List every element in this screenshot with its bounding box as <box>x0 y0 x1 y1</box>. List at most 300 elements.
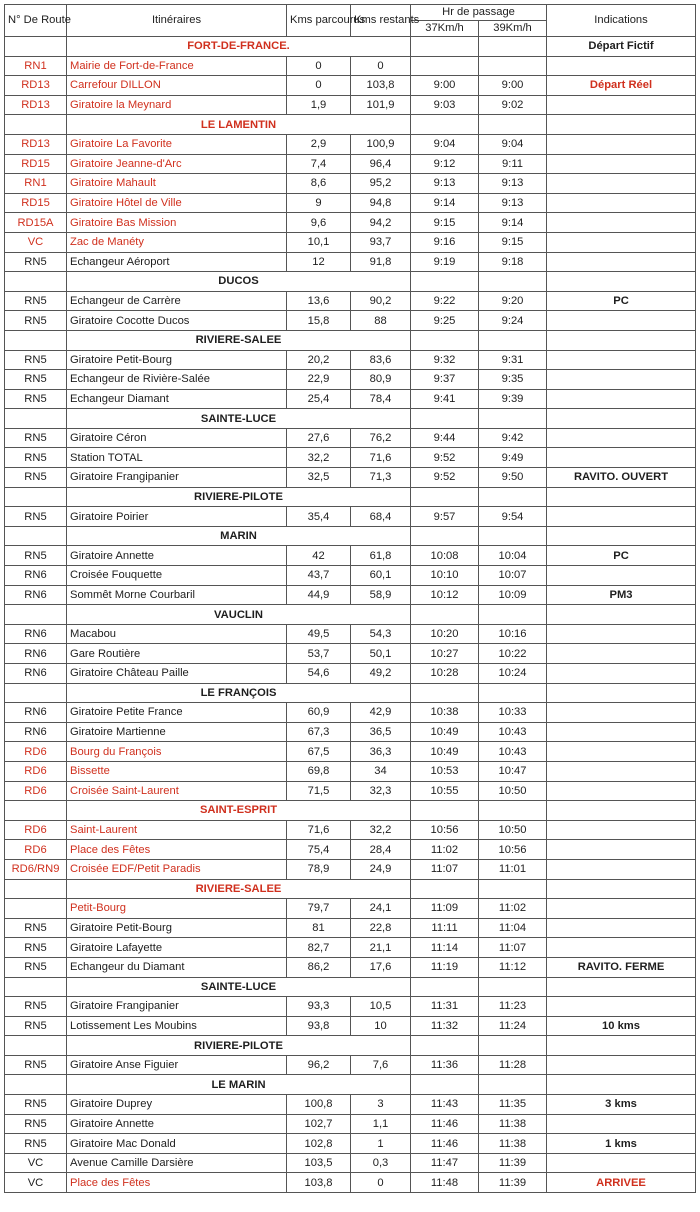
indication-cell <box>547 428 696 448</box>
itinerary-cell: Croisée Fouquette <box>67 566 287 586</box>
time-39-cell: 11:28 <box>479 1055 547 1075</box>
kms-left-cell: 94,8 <box>351 193 411 213</box>
itinerary-cell: Giratoire Bas Mission <box>67 213 287 233</box>
kms-left-cell: 34 <box>351 761 411 781</box>
kms-done-cell: 82,7 <box>287 938 351 958</box>
time-37-cell: 9:52 <box>411 468 479 488</box>
time-37-cell <box>411 487 479 507</box>
kms-done-cell: 93,8 <box>287 1016 351 1036</box>
time-37-cell <box>411 1036 479 1056</box>
indication-cell: ARRIVEE <box>547 1173 696 1193</box>
time-39-cell: 10:43 <box>479 722 547 742</box>
table-row <box>5 232 696 252</box>
table-row <box>5 820 696 840</box>
kms-left-cell: 68,4 <box>351 507 411 527</box>
kms-done-cell: 102,7 <box>287 1114 351 1134</box>
table-row <box>5 644 696 664</box>
indication-cell <box>547 899 696 919</box>
indication-cell <box>547 664 696 684</box>
town-name: SAINTE-LUCE <box>67 409 411 429</box>
time-39-cell <box>479 683 547 703</box>
time-39-cell <box>479 56 547 76</box>
time-39-cell: 9:54 <box>479 507 547 527</box>
indication-cell <box>547 507 696 527</box>
itinerary-cell: Bissette <box>67 761 287 781</box>
kms-left-cell: 61,8 <box>351 546 411 566</box>
itinerary-cell: Zac de Manéty <box>67 232 287 252</box>
itinerary-cell: Place des Fêtes <box>67 1173 287 1193</box>
kms-left-cell: 94,2 <box>351 213 411 233</box>
table-row <box>5 448 696 468</box>
time-37-cell: 11:09 <box>411 899 479 919</box>
town-row <box>5 683 696 703</box>
table-row <box>5 1114 696 1134</box>
kms-done-cell: 27,6 <box>287 428 351 448</box>
table-row <box>5 174 696 194</box>
table-row <box>5 957 696 977</box>
time-39-cell: 9:15 <box>479 232 547 252</box>
time-39-cell: 11:04 <box>479 918 547 938</box>
town-row <box>5 977 696 997</box>
town-row <box>5 1036 696 1056</box>
time-37-cell: 10:49 <box>411 722 479 742</box>
route-cell <box>5 605 67 625</box>
town-name: LE MARIN <box>67 1075 411 1095</box>
kms-done-cell: 71,6 <box>287 820 351 840</box>
table-row <box>5 1134 696 1154</box>
kms-done-cell: 54,6 <box>287 664 351 684</box>
time-37-cell: 11:36 <box>411 1055 479 1075</box>
kms-left-cell: 36,5 <box>351 722 411 742</box>
table-row <box>5 76 696 96</box>
table-row <box>5 840 696 860</box>
kms-done-cell: 32,2 <box>287 448 351 468</box>
route-cell: RN6 <box>5 664 67 684</box>
itinerary-cell: Giratoire La Favorite <box>67 134 287 154</box>
kms-done-cell: 49,5 <box>287 624 351 644</box>
kms-done-cell: 0 <box>287 56 351 76</box>
town-row <box>5 272 696 292</box>
table-row <box>5 997 696 1017</box>
time-37-cell: 10:56 <box>411 820 479 840</box>
kms-left-cell: 0 <box>351 56 411 76</box>
indication-cell <box>547 95 696 115</box>
time-37-cell: 9:32 <box>411 350 479 370</box>
indication-cell <box>547 566 696 586</box>
route-cell <box>5 272 67 292</box>
itinerary-cell: Petit-Bourg <box>67 899 287 919</box>
route-cell: RD6 <box>5 742 67 762</box>
time-39-cell: 10:04 <box>479 546 547 566</box>
table-row <box>5 1055 696 1075</box>
kms-left-cell: 28,4 <box>351 840 411 860</box>
time-37-cell: 11:46 <box>411 1134 479 1154</box>
time-39-cell <box>479 1075 547 1095</box>
indication-cell <box>547 115 696 135</box>
itinerary-table <box>4 4 696 1193</box>
kms-done-cell: 1,9 <box>287 95 351 115</box>
time-37-cell: 10:20 <box>411 624 479 644</box>
indication-cell: Départ Fictif <box>547 37 696 57</box>
route-cell <box>5 683 67 703</box>
route-cell: RN5 <box>5 1114 67 1134</box>
itinerary-cell: Giratoire Frangipanier <box>67 468 287 488</box>
time-39-cell: 10:50 <box>479 781 547 801</box>
time-37-cell: 9:19 <box>411 252 479 272</box>
route-cell: RN6 <box>5 624 67 644</box>
itinerary-cell: Croisée EDF/Petit Paradis <box>67 859 287 879</box>
indication-cell <box>547 761 696 781</box>
itinerary-cell: Echangeur de Rivière-Salée <box>67 370 287 390</box>
indication-cell <box>547 1055 696 1075</box>
table-row <box>5 213 696 233</box>
table-row <box>5 56 696 76</box>
kms-left-cell: 103,8 <box>351 76 411 96</box>
kms-left-cell: 54,3 <box>351 624 411 644</box>
kms-done-cell: 7,4 <box>287 154 351 174</box>
table-row <box>5 311 696 331</box>
itinerary-cell: Avenue Camille Darsière <box>67 1153 287 1173</box>
route-cell: RD13 <box>5 95 67 115</box>
indication-cell: 3 kms <box>547 1095 696 1115</box>
time-39-cell <box>479 115 547 135</box>
time-37-cell: 11:43 <box>411 1095 479 1115</box>
indication-cell: 1 kms <box>547 1134 696 1154</box>
table-row <box>5 585 696 605</box>
time-37-cell <box>411 683 479 703</box>
town-name: LE LAMENTIN <box>67 115 411 135</box>
kms-left-cell: 88 <box>351 311 411 331</box>
route-cell <box>5 899 67 919</box>
kms-done-header: Kms parcourus <box>287 5 351 37</box>
kms-left-cell: 10 <box>351 1016 411 1036</box>
indication-cell <box>547 1036 696 1056</box>
route-cell: RN5 <box>5 252 67 272</box>
indication-cell: PM3 <box>547 585 696 605</box>
town-name: LE FRANÇOIS <box>67 683 411 703</box>
time-37-cell: 9:25 <box>411 311 479 331</box>
route-cell: RN5 <box>5 428 67 448</box>
time-39-cell: 11:24 <box>479 1016 547 1036</box>
route-cell: RD6/RN9 <box>5 859 67 879</box>
indication-cell <box>547 213 696 233</box>
time-39-cell: 9:14 <box>479 213 547 233</box>
time-39-cell <box>479 409 547 429</box>
route-cell <box>5 115 67 135</box>
itinerary-cell: Lotissement Les Moubins <box>67 1016 287 1036</box>
kms-left-cell: 17,6 <box>351 957 411 977</box>
kms-left-cell: 0,3 <box>351 1153 411 1173</box>
indication-cell: RAVITO. OUVERT <box>547 468 696 488</box>
route-cell: RN5 <box>5 938 67 958</box>
kms-done-cell: 79,7 <box>287 899 351 919</box>
time-37-cell <box>411 1075 479 1095</box>
itinerary-cell: Giratoire Anse Figuier <box>67 1055 287 1075</box>
table-row <box>5 546 696 566</box>
route-cell <box>5 526 67 546</box>
town-name: RIVIERE-SALEE <box>67 330 411 350</box>
kms-done-cell: 100,8 <box>287 1095 351 1115</box>
time-37-cell: 9:22 <box>411 291 479 311</box>
indication-cell <box>547 1153 696 1173</box>
table-row <box>5 468 696 488</box>
route-cell: RD13 <box>5 76 67 96</box>
kms-done-cell: 67,3 <box>287 722 351 742</box>
itinerary-cell: Giratoire Frangipanier <box>67 997 287 1017</box>
time-37-cell: 9:57 <box>411 507 479 527</box>
indication-cell <box>547 350 696 370</box>
indication-cell <box>547 840 696 860</box>
itinerary-cell: Giratoire Château Paille <box>67 664 287 684</box>
town-name: RIVIERE-SALEE <box>67 879 411 899</box>
kms-left-cell: 91,8 <box>351 252 411 272</box>
time-39-cell: 9:00 <box>479 76 547 96</box>
time-37-cell: 10:53 <box>411 761 479 781</box>
route-cell: RN5 <box>5 1134 67 1154</box>
kms-left-cell: 42,9 <box>351 703 411 723</box>
indication-cell <box>547 370 696 390</box>
time-37-cell: 11:31 <box>411 997 479 1017</box>
itinerary-cell: Giratoire Petit-Bourg <box>67 350 287 370</box>
time-37-cell <box>411 977 479 997</box>
table-row <box>5 350 696 370</box>
route-schedule <box>4 4 695 1208</box>
kms-done-cell: 35,4 <box>287 507 351 527</box>
route-cell: VC <box>5 232 67 252</box>
indication-cell <box>547 272 696 292</box>
town-name: DUCOS <box>67 272 411 292</box>
kms-done-cell: 71,5 <box>287 781 351 801</box>
route-cell: RD15A <box>5 213 67 233</box>
time-39-cell: 11:02 <box>479 899 547 919</box>
kms-left-cell: 95,2 <box>351 174 411 194</box>
kms-done-cell: 12 <box>287 252 351 272</box>
time-39-cell <box>479 37 547 57</box>
kms-done-cell: 102,8 <box>287 1134 351 1154</box>
kms-left-cell: 24,9 <box>351 859 411 879</box>
time-37-cell <box>411 526 479 546</box>
time-39-cell: 10:16 <box>479 624 547 644</box>
kms-done-cell: 67,5 <box>287 742 351 762</box>
route-cell: RN5 <box>5 1016 67 1036</box>
route-cell <box>5 330 67 350</box>
town-row <box>5 526 696 546</box>
town-row <box>5 1075 696 1095</box>
itineraries-header: Itinéraires <box>67 5 287 37</box>
town-row <box>5 879 696 899</box>
table-header <box>5 5 696 37</box>
route-cell: RN5 <box>5 1055 67 1075</box>
itinerary-cell: Gare Routière <box>67 644 287 664</box>
kms-left-cell: 58,9 <box>351 585 411 605</box>
route-cell <box>5 409 67 429</box>
time-39-cell <box>479 879 547 899</box>
kms-left-cell: 71,3 <box>351 468 411 488</box>
route-cell: RD6 <box>5 820 67 840</box>
itinerary-cell: Station TOTAL <box>67 448 287 468</box>
table-row <box>5 95 696 115</box>
kms-left-cell: 80,9 <box>351 370 411 390</box>
indication-cell <box>547 1114 696 1134</box>
kms-left-cell: 96,4 <box>351 154 411 174</box>
itinerary-cell: Giratoire Jeanne-d'Arc <box>67 154 287 174</box>
time-37-cell: 11:11 <box>411 918 479 938</box>
table-row <box>5 664 696 684</box>
time-39-cell <box>479 526 547 546</box>
indication-cell <box>547 389 696 409</box>
table-row <box>5 781 696 801</box>
time-39-cell: 10:50 <box>479 820 547 840</box>
indication-cell <box>547 1075 696 1095</box>
town-row <box>5 801 696 821</box>
time-39-cell: 11:12 <box>479 957 547 977</box>
itinerary-cell: Giratoire Martienne <box>67 722 287 742</box>
itinerary-cell: Giratoire la Meynard <box>67 95 287 115</box>
indication-cell <box>547 134 696 154</box>
route-cell: RD6 <box>5 781 67 801</box>
kms-left-cell: 10,5 <box>351 997 411 1017</box>
kms-left-cell: 78,4 <box>351 389 411 409</box>
table-row <box>5 938 696 958</box>
time-39-cell: 10:56 <box>479 840 547 860</box>
indication-cell: RAVITO. FERME <box>547 957 696 977</box>
town-row <box>5 487 696 507</box>
table-row <box>5 703 696 723</box>
route-cell: RN5 <box>5 350 67 370</box>
kms-left-cell: 32,2 <box>351 820 411 840</box>
time-39-cell: 9:35 <box>479 370 547 390</box>
route-cell: RD13 <box>5 134 67 154</box>
indication-cell <box>547 154 696 174</box>
kms-done-cell: 9,6 <box>287 213 351 233</box>
speed-37-header: 37Km/h <box>411 21 479 37</box>
route-cell: RN5 <box>5 468 67 488</box>
itinerary-cell: Giratoire Cocotte Ducos <box>67 311 287 331</box>
route-cell: RD6 <box>5 840 67 860</box>
time-39-cell <box>479 1036 547 1056</box>
time-37-cell: 10:12 <box>411 585 479 605</box>
kms-left-cell: 60,1 <box>351 566 411 586</box>
kms-done-cell: 0 <box>287 76 351 96</box>
time-39-cell <box>479 605 547 625</box>
indication-cell: Départ Réel <box>547 76 696 96</box>
time-37-cell: 9:13 <box>411 174 479 194</box>
time-37-cell: 11:32 <box>411 1016 479 1036</box>
time-37-cell: 9:12 <box>411 154 479 174</box>
itinerary-cell: Giratoire Mac Donald <box>67 1134 287 1154</box>
route-cell <box>5 879 67 899</box>
time-37-cell: 9:37 <box>411 370 479 390</box>
indication-cell <box>547 174 696 194</box>
table-row <box>5 1153 696 1173</box>
itinerary-cell: Echangeur Diamant <box>67 389 287 409</box>
table-row <box>5 193 696 213</box>
time-39-cell: 11:01 <box>479 859 547 879</box>
time-39-cell: 10:33 <box>479 703 547 723</box>
time-37-cell <box>411 56 479 76</box>
kms-done-cell: 9 <box>287 193 351 213</box>
route-cell: RN1 <box>5 56 67 76</box>
kms-left-cell: 22,8 <box>351 918 411 938</box>
kms-left-cell: 76,2 <box>351 428 411 448</box>
itinerary-cell: Macabou <box>67 624 287 644</box>
time-37-cell: 9:52 <box>411 448 479 468</box>
kms-done-cell: 42 <box>287 546 351 566</box>
kms-left-header: Kms restants <box>351 5 411 37</box>
time-37-cell: 9:44 <box>411 428 479 448</box>
itinerary-cell: Giratoire Hôtel de Ville <box>67 193 287 213</box>
itinerary-cell: Echangeur de Carrère <box>67 291 287 311</box>
route-cell: RN5 <box>5 291 67 311</box>
time-37-cell: 11:19 <box>411 957 479 977</box>
itinerary-cell: Giratoire Annette <box>67 1114 287 1134</box>
indication-cell <box>547 605 696 625</box>
route-cell <box>5 1036 67 1056</box>
kms-left-cell: 71,6 <box>351 448 411 468</box>
time-37-cell <box>411 409 479 429</box>
time-39-cell <box>479 977 547 997</box>
table-row <box>5 742 696 762</box>
route-cell <box>5 1075 67 1095</box>
itinerary-cell: Giratoire Lafayette <box>67 938 287 958</box>
kms-done-cell: 13,6 <box>287 291 351 311</box>
time-37-cell: 10:38 <box>411 703 479 723</box>
route-cell: RN5 <box>5 507 67 527</box>
time-37-cell <box>411 115 479 135</box>
kms-left-cell: 1,1 <box>351 1114 411 1134</box>
kms-left-cell: 101,9 <box>351 95 411 115</box>
town-name: SAINT-ESPRIT <box>67 801 411 821</box>
town-name: SAINTE-LUCE <box>67 977 411 997</box>
time-37-cell: 10:28 <box>411 664 479 684</box>
itinerary-cell: Giratoire Petit-Bourg <box>67 918 287 938</box>
itinerary-cell: Mairie de Fort-de-France <box>67 56 287 76</box>
itinerary-cell: Echangeur du Diamant <box>67 957 287 977</box>
kms-done-cell: 78,9 <box>287 859 351 879</box>
time-39-cell: 9:31 <box>479 350 547 370</box>
indication-cell <box>547 311 696 331</box>
route-cell: RN6 <box>5 566 67 586</box>
table-row <box>5 428 696 448</box>
route-cell: RN5 <box>5 311 67 331</box>
table-row <box>5 918 696 938</box>
indication-cell <box>547 252 696 272</box>
itinerary-cell: Echangeur Aéroport <box>67 252 287 272</box>
time-39-cell: 9:13 <box>479 193 547 213</box>
kms-left-cell: 83,6 <box>351 350 411 370</box>
table-row <box>5 1173 696 1193</box>
time-39-cell: 11:39 <box>479 1153 547 1173</box>
kms-done-cell: 8,6 <box>287 174 351 194</box>
indication-cell <box>547 624 696 644</box>
route-cell: RN6 <box>5 722 67 742</box>
kms-done-cell: 103,5 <box>287 1153 351 1173</box>
time-37-cell: 9:03 <box>411 95 479 115</box>
route-cell: RN6 <box>5 585 67 605</box>
time-39-cell: 11:23 <box>479 997 547 1017</box>
kms-left-cell: 21,1 <box>351 938 411 958</box>
kms-done-cell: 53,7 <box>287 644 351 664</box>
table-row <box>5 370 696 390</box>
route-cell: VC <box>5 1173 67 1193</box>
route-cell: RN5 <box>5 389 67 409</box>
indication-cell: 10 kms <box>547 1016 696 1036</box>
time-39-cell: 10:22 <box>479 644 547 664</box>
itinerary-cell: Bourg du François <box>67 742 287 762</box>
time-39-cell: 10:47 <box>479 761 547 781</box>
town-row <box>5 409 696 429</box>
route-cell: RN6 <box>5 644 67 664</box>
